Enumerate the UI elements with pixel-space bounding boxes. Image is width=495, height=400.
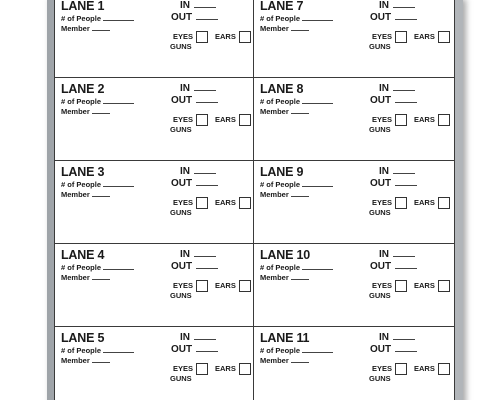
in-label: IN xyxy=(180,166,190,177)
eyes-checkbox[interactable] xyxy=(196,280,208,292)
people-count-row xyxy=(260,346,333,355)
people-count-row xyxy=(260,263,333,272)
out-label: OUT xyxy=(171,95,193,106)
people-count-row xyxy=(260,97,333,106)
ears-label: EARS xyxy=(414,280,435,290)
ears-checkbox[interactable] xyxy=(438,363,450,375)
people-count-blank[interactable] xyxy=(302,346,333,353)
ears-check-row xyxy=(414,197,450,209)
lane-card xyxy=(253,243,455,327)
in-time-blank[interactable] xyxy=(393,84,415,91)
guns-row xyxy=(170,125,192,134)
lane-title: LANE 1 xyxy=(61,0,105,13)
lane-title: LANE 10 xyxy=(260,248,311,262)
out-label: OUT xyxy=(370,12,392,23)
out-label: OUT xyxy=(171,261,193,272)
guns-label: GUNS xyxy=(170,374,192,383)
people-label: # of People xyxy=(61,263,102,272)
ears-check-row xyxy=(215,363,251,375)
member-blank[interactable] xyxy=(291,24,309,31)
ears-check-row xyxy=(414,114,450,126)
member-label: Member xyxy=(260,356,289,365)
ears-label: EARS xyxy=(414,197,435,207)
guns-label: GUNS xyxy=(170,208,192,217)
member-row xyxy=(260,107,309,116)
guns-label: GUNS xyxy=(369,42,391,51)
member-row xyxy=(61,273,110,282)
lane-title: LANE 3 xyxy=(61,165,105,179)
eyes-label: EYES xyxy=(372,363,393,373)
member-blank[interactable] xyxy=(92,356,110,363)
ears-label: EARS xyxy=(414,114,435,124)
people-label: # of People xyxy=(61,97,102,106)
out-time-row xyxy=(171,178,218,189)
people-label: # of People xyxy=(61,180,102,189)
in-label: IN xyxy=(180,332,190,343)
out-time-blank[interactable] xyxy=(196,13,218,20)
eyes-label: EYES xyxy=(372,114,393,124)
in-time-blank[interactable] xyxy=(194,84,216,91)
in-time-row xyxy=(180,249,216,260)
out-label: OUT xyxy=(370,344,392,355)
out-time-row xyxy=(370,95,417,106)
out-time-blank[interactable] xyxy=(196,262,218,269)
member-label: Member xyxy=(260,273,289,282)
in-time-row xyxy=(180,166,216,177)
people-count-row xyxy=(61,97,134,106)
lane-title: LANE 11 xyxy=(260,331,310,345)
people-count-blank[interactable] xyxy=(302,97,333,104)
eyes-label: EYES xyxy=(173,31,194,41)
out-time-row xyxy=(171,261,218,272)
people-count-row xyxy=(260,180,333,189)
people-count-row xyxy=(260,14,333,23)
member-blank[interactable] xyxy=(92,273,110,280)
eyes-checkbox[interactable] xyxy=(395,280,407,292)
member-blank[interactable] xyxy=(291,107,309,114)
guns-row xyxy=(170,42,192,51)
lane-title: LANE 5 xyxy=(61,331,105,345)
lane-card xyxy=(54,0,254,78)
eyes-label: EYES xyxy=(173,197,194,207)
eyes-checkbox[interactable] xyxy=(395,114,407,126)
ears-check-row xyxy=(414,280,450,292)
ears-check-row xyxy=(414,31,450,43)
guns-row xyxy=(369,208,391,217)
member-label: Member xyxy=(260,190,289,199)
guns-row xyxy=(369,42,391,51)
eyes-label: EYES xyxy=(372,197,393,207)
ears-label: EARS xyxy=(215,114,236,124)
out-label: OUT xyxy=(370,95,392,106)
member-blank[interactable] xyxy=(291,273,309,280)
in-time-blank[interactable] xyxy=(393,250,415,257)
in-time-blank[interactable] xyxy=(194,250,216,257)
lane-title: LANE 7 xyxy=(260,0,304,13)
member-row xyxy=(260,356,309,365)
member-row xyxy=(61,24,110,33)
in-time-row xyxy=(379,332,415,343)
people-count-row xyxy=(61,346,134,355)
ears-checkbox[interactable] xyxy=(239,197,251,209)
lane-card xyxy=(54,77,254,161)
ears-check-row xyxy=(215,31,251,43)
lane-card xyxy=(253,77,455,161)
out-label: OUT xyxy=(171,344,193,355)
guns-label: GUNS xyxy=(170,291,192,300)
in-time-blank[interactable] xyxy=(393,167,415,174)
member-row xyxy=(260,190,309,199)
in-time-row xyxy=(180,332,216,343)
people-count-blank[interactable] xyxy=(103,346,134,353)
in-label: IN xyxy=(379,0,389,11)
ears-label: EARS xyxy=(414,31,435,41)
member-label: Member xyxy=(61,24,90,33)
people-count-blank[interactable] xyxy=(103,263,134,270)
lane-card xyxy=(54,326,254,400)
guns-label: GUNS xyxy=(170,125,192,134)
member-blank[interactable] xyxy=(92,107,110,114)
ears-checkbox[interactable] xyxy=(239,363,251,375)
member-label: Member xyxy=(61,190,90,199)
in-label: IN xyxy=(379,332,389,343)
ears-label: EARS xyxy=(215,197,236,207)
member-blank[interactable] xyxy=(291,190,309,197)
ears-checkbox[interactable] xyxy=(239,280,251,292)
in-time-row xyxy=(379,249,415,260)
people-label: # of People xyxy=(260,346,301,355)
ears-checkbox[interactable] xyxy=(239,31,251,43)
eyes-checkbox[interactable] xyxy=(196,114,208,126)
people-count-blank[interactable] xyxy=(103,14,134,21)
ears-label: EARS xyxy=(215,363,236,373)
eyes-checkbox[interactable] xyxy=(395,363,407,375)
eyes-label: EYES xyxy=(372,31,393,41)
lane-title: LANE 8 xyxy=(260,82,304,96)
lane-card xyxy=(253,160,455,244)
out-time-blank[interactable] xyxy=(395,262,417,269)
people-label: # of People xyxy=(260,180,301,189)
guns-row xyxy=(170,208,192,217)
in-time-blank[interactable] xyxy=(194,167,216,174)
eyes-checkbox[interactable] xyxy=(196,197,208,209)
member-blank[interactable] xyxy=(291,356,309,363)
in-label: IN xyxy=(180,83,190,94)
people-count-blank[interactable] xyxy=(302,180,333,187)
out-time-blank[interactable] xyxy=(196,96,218,103)
guns-row xyxy=(170,374,192,383)
guns-label: GUNS xyxy=(369,208,391,217)
guns-row xyxy=(170,291,192,300)
in-label: IN xyxy=(379,83,389,94)
in-label: IN xyxy=(379,166,389,177)
lane-grid xyxy=(54,0,455,400)
in-time-row xyxy=(180,83,216,94)
out-time-blank[interactable] xyxy=(395,96,417,103)
guns-row xyxy=(369,291,391,300)
people-label: # of People xyxy=(260,97,301,106)
out-label: OUT xyxy=(370,261,392,272)
in-time-blank[interactable] xyxy=(194,1,216,8)
lane-title: LANE 9 xyxy=(260,165,304,179)
eyes-checkbox[interactable] xyxy=(196,31,208,43)
eyes-checkbox[interactable] xyxy=(395,197,407,209)
out-time-row xyxy=(171,344,218,355)
out-time-row xyxy=(370,12,417,23)
ears-check-row xyxy=(215,197,251,209)
out-time-row xyxy=(370,261,417,272)
eyes-label: EYES xyxy=(173,363,194,373)
people-count-row xyxy=(61,14,134,23)
ears-checkbox[interactable] xyxy=(438,197,450,209)
ears-checkbox[interactable] xyxy=(438,280,450,292)
lane-card xyxy=(54,243,254,327)
eyes-label: EYES xyxy=(372,280,393,290)
ears-checkbox[interactable] xyxy=(438,31,450,43)
people-count-row xyxy=(61,180,134,189)
ears-check-row xyxy=(414,363,450,375)
guns-label: GUNS xyxy=(369,125,391,134)
in-time-row xyxy=(379,0,415,11)
out-time-row xyxy=(171,95,218,106)
guns-label: GUNS xyxy=(369,374,391,383)
in-time-row xyxy=(379,83,415,94)
out-time-row xyxy=(370,178,417,189)
out-time-row xyxy=(370,344,417,355)
people-label: # of People xyxy=(61,346,102,355)
guns-row xyxy=(369,374,391,383)
out-time-blank[interactable] xyxy=(395,13,417,20)
lane-card xyxy=(253,326,455,400)
member-row xyxy=(260,24,309,33)
guns-label: GUNS xyxy=(369,291,391,300)
people-label: # of People xyxy=(260,263,301,272)
guns-label: GUNS xyxy=(170,42,192,51)
eyes-checkbox[interactable] xyxy=(395,31,407,43)
member-blank[interactable] xyxy=(92,24,110,31)
member-row xyxy=(61,107,110,116)
lane-card xyxy=(253,0,455,78)
lane-title: LANE 4 xyxy=(61,248,105,262)
in-time-blank[interactable] xyxy=(194,333,216,340)
ears-label: EARS xyxy=(215,31,236,41)
ears-label: EARS xyxy=(414,363,435,373)
people-count-row xyxy=(61,263,134,272)
member-label: Member xyxy=(260,24,289,33)
ears-check-row xyxy=(215,280,251,292)
in-time-blank[interactable] xyxy=(393,1,415,8)
member-row xyxy=(61,356,110,365)
in-time-blank[interactable] xyxy=(393,333,415,340)
in-time-row xyxy=(379,166,415,177)
member-label: Member xyxy=(61,107,90,116)
member-label: Member xyxy=(260,107,289,116)
out-time-row xyxy=(171,12,218,23)
ears-checkbox[interactable] xyxy=(239,114,251,126)
eyes-checkbox[interactable] xyxy=(196,363,208,375)
people-label: # of People xyxy=(61,14,102,23)
people-count-blank[interactable] xyxy=(103,97,134,104)
member-blank[interactable] xyxy=(92,190,110,197)
eyes-label: EYES xyxy=(173,280,194,290)
lane-title: LANE 2 xyxy=(61,82,105,96)
people-count-blank[interactable] xyxy=(103,180,134,187)
ears-checkbox[interactable] xyxy=(438,114,450,126)
ears-label: EARS xyxy=(215,280,236,290)
out-time-blank[interactable] xyxy=(196,179,218,186)
out-label: OUT xyxy=(370,178,392,189)
people-label: # of People xyxy=(260,14,301,23)
in-label: IN xyxy=(379,249,389,260)
in-label: IN xyxy=(180,0,190,11)
out-label: OUT xyxy=(171,178,193,189)
member-label: Member xyxy=(61,356,90,365)
out-time-blank[interactable] xyxy=(196,345,218,352)
in-label: IN xyxy=(180,249,190,260)
out-time-blank[interactable] xyxy=(395,179,417,186)
member-label: Member xyxy=(61,273,90,282)
eyes-label: EYES xyxy=(173,114,194,124)
out-label: OUT xyxy=(171,12,193,23)
out-time-blank[interactable] xyxy=(395,345,417,352)
guns-row xyxy=(369,125,391,134)
member-row xyxy=(61,190,110,199)
in-time-row xyxy=(180,0,216,11)
people-count-blank[interactable] xyxy=(302,263,333,270)
lane-card xyxy=(54,160,254,244)
ears-check-row xyxy=(215,114,251,126)
member-row xyxy=(260,273,309,282)
people-count-blank[interactable] xyxy=(302,14,333,21)
